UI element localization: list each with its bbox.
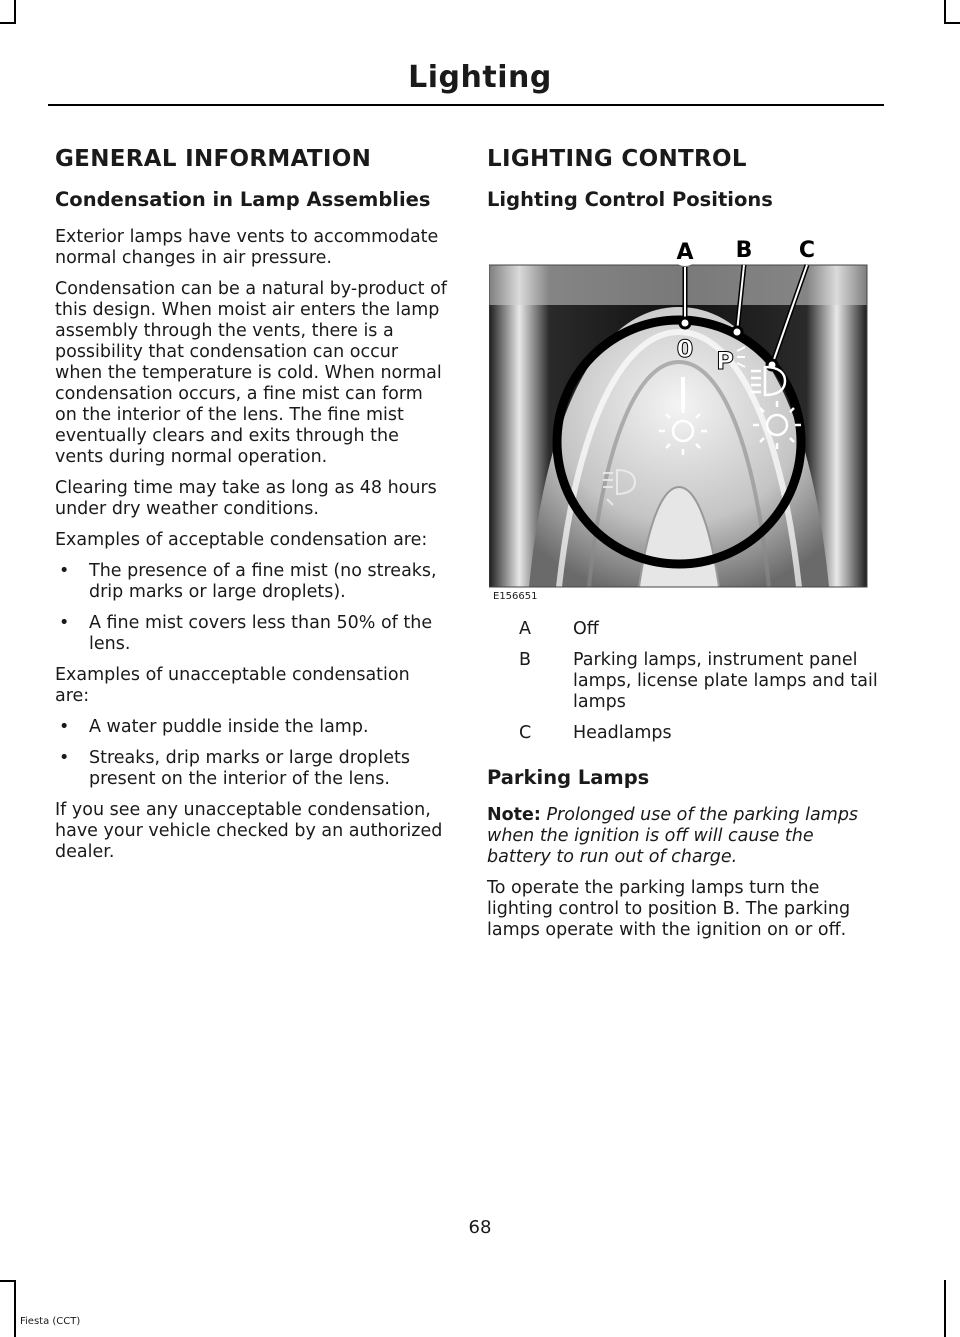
- legend-row: [487, 650, 882, 713]
- paragraph: Examples of unacceptable condensation are:: [55, 665, 410, 706]
- list-item: • The presence of a fine mist (no streaks, drip marks or large droplets).: [59, 561, 437, 602]
- unacceptable-list: [55, 717, 447, 790]
- bullet: •: [59, 748, 70, 768]
- bullet: •: [59, 613, 70, 633]
- note-text: Prolonged use of the parking lamps when the ignition is off will cause the battery to run out of charge.: [487, 805, 859, 867]
- list-item: • A water puddle inside the lamp.: [59, 717, 369, 737]
- legend-value: Headlamps: [573, 723, 672, 743]
- footer-model: Fiesta (CCT): [20, 1316, 81, 1327]
- right-column: [487, 146, 882, 951]
- crop-mark: [944, 22, 960, 24]
- left-column: [55, 146, 447, 873]
- note-label: Note:: [487, 805, 541, 825]
- legend-value: Off: [573, 619, 599, 639]
- page-number: 68: [468, 1217, 492, 1238]
- off-symbol: 0: [676, 335, 694, 363]
- section-heading: GENERAL INFORMATION: [55, 146, 372, 172]
- subsection-heading: Condensation in Lamp Assemblies: [55, 188, 431, 211]
- paragraph: Examples of acceptable condensation are:: [55, 530, 428, 550]
- crop-mark: [0, 1280, 16, 1282]
- legend-value: Parking lamps, instrument panel lamps, license plate lamps and tail lamps: [573, 650, 878, 712]
- bullet: •: [59, 717, 70, 737]
- crop-mark: [14, 1280, 16, 1337]
- crop-mark: [944, 1280, 946, 1337]
- subsection-heading: Parking Lamps: [487, 766, 650, 789]
- header-rule: [48, 104, 884, 106]
- crop-mark: [0, 22, 16, 24]
- acceptable-list: [55, 561, 447, 655]
- crop-mark: [944, 0, 946, 22]
- legend-row: [487, 723, 882, 744]
- note: [487, 805, 882, 868]
- list-item: • Streaks, drip marks or large droplets present on the interior of the lens.: [59, 748, 410, 789]
- lighting-switch-figure: [489, 237, 869, 589]
- subsection-heading: Lighting Control Positions: [487, 188, 773, 211]
- legend-key: B: [519, 650, 532, 670]
- figure-id: E156651: [493, 591, 538, 602]
- crop-mark: [14, 0, 16, 22]
- lighting-control-illustration: [489, 237, 869, 602]
- legend-key: A: [519, 619, 531, 639]
- paragraph: Clearing time may take as long as 48 hours under dry weather conditions.: [55, 478, 437, 519]
- bullet: •: [59, 561, 70, 581]
- section-heading: LIGHTING CONTROL: [487, 146, 747, 172]
- callout-a: A: [676, 240, 694, 265]
- paragraph: Exterior lamps have vents to accommodate normal changes in air pressure.: [55, 227, 439, 268]
- paragraph: Condensation can be a natural by-product of this design. When moist air enters the lamp assembly through the vents, there is a possibility that condensation can occur when the temperature is cold. When normal condensation occurs, a fine mist can form on the interior of the lens. The fine mist eventually clears and exits through the vents during normal operation.: [55, 279, 447, 467]
- paragraph: If you see any unacceptable condensation, have your vehicle checked by an authorized dealer.: [55, 800, 443, 862]
- callout-b: B: [735, 238, 753, 263]
- callout-c: C: [798, 238, 816, 263]
- paragraph: To operate the parking lamps turn the lighting control to position B. The parking lamps operate with the ignition on or off.: [487, 878, 851, 940]
- page-title: Lighting: [408, 60, 552, 95]
- legend-key: C: [519, 723, 532, 743]
- list-item: • A fine mist covers less than 50% of the lens.: [59, 613, 433, 654]
- figure-legend: [487, 619, 882, 744]
- legend-row: [487, 619, 882, 640]
- parking-lamp-symbol: P: [716, 347, 734, 375]
